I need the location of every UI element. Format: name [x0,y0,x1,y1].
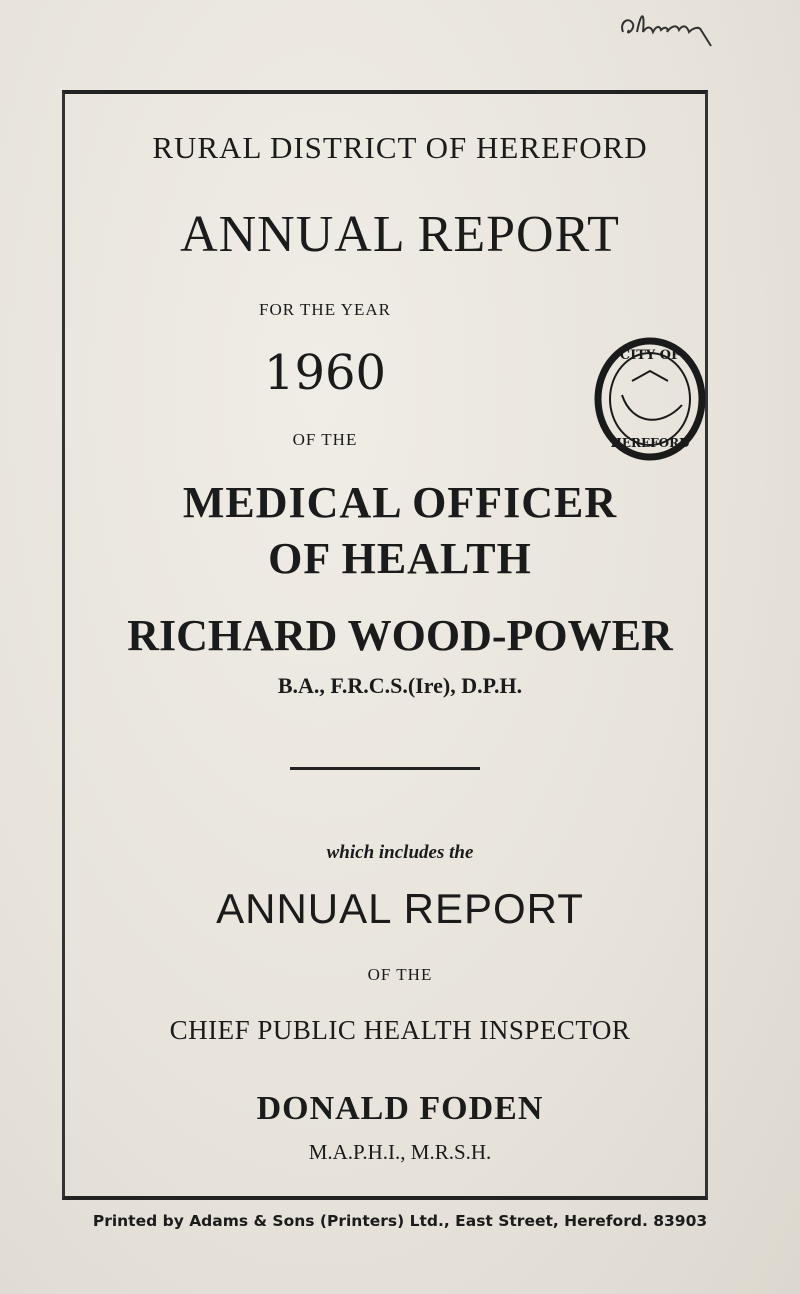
inspector-role-heading: CHIEF PUBLIC HEALTH INSPECTOR [169,1015,631,1045]
of-health-heading: OF HEALTH [268,534,532,583]
printer-imprint: Printed by Adams & Sons (Printers) Ltd., East Street, Hereford. 83903 [92,1212,708,1230]
medical-officer-heading: MEDICAL OFFICER [182,478,618,527]
svg-text:CITY OF: CITY OF [619,348,681,363]
officer-qualifications: B.A., F.R.C.S.(Ire), D.P.H. [277,673,523,698]
city-seal-stamp [592,335,710,463]
officer-name: RICHARD WOOD-POWER [127,611,673,660]
second-report-title: ANNUAL REPORT [216,885,584,932]
report-year: 1960 [263,345,387,401]
divider-rule [290,767,480,770]
includes-line: which includes the [326,842,474,863]
inspector-qualifications: M.A.P.H.I., M.R.S.H. [308,1140,492,1164]
inspector-name: DONALD FODEN [256,1090,544,1127]
svg-text:HEREFORD: HEREFORD [610,436,690,450]
district-heading: RURAL DISTRICT OF HEREFORD [152,130,648,165]
of-the-label: OF THE [292,430,358,449]
report-title: ANNUAL REPORT [180,206,620,263]
of-the-label-2: OF THE [367,965,433,984]
for-the-year-label: FOR THE YEAR [259,300,391,319]
handwritten-annotation [615,2,725,52]
